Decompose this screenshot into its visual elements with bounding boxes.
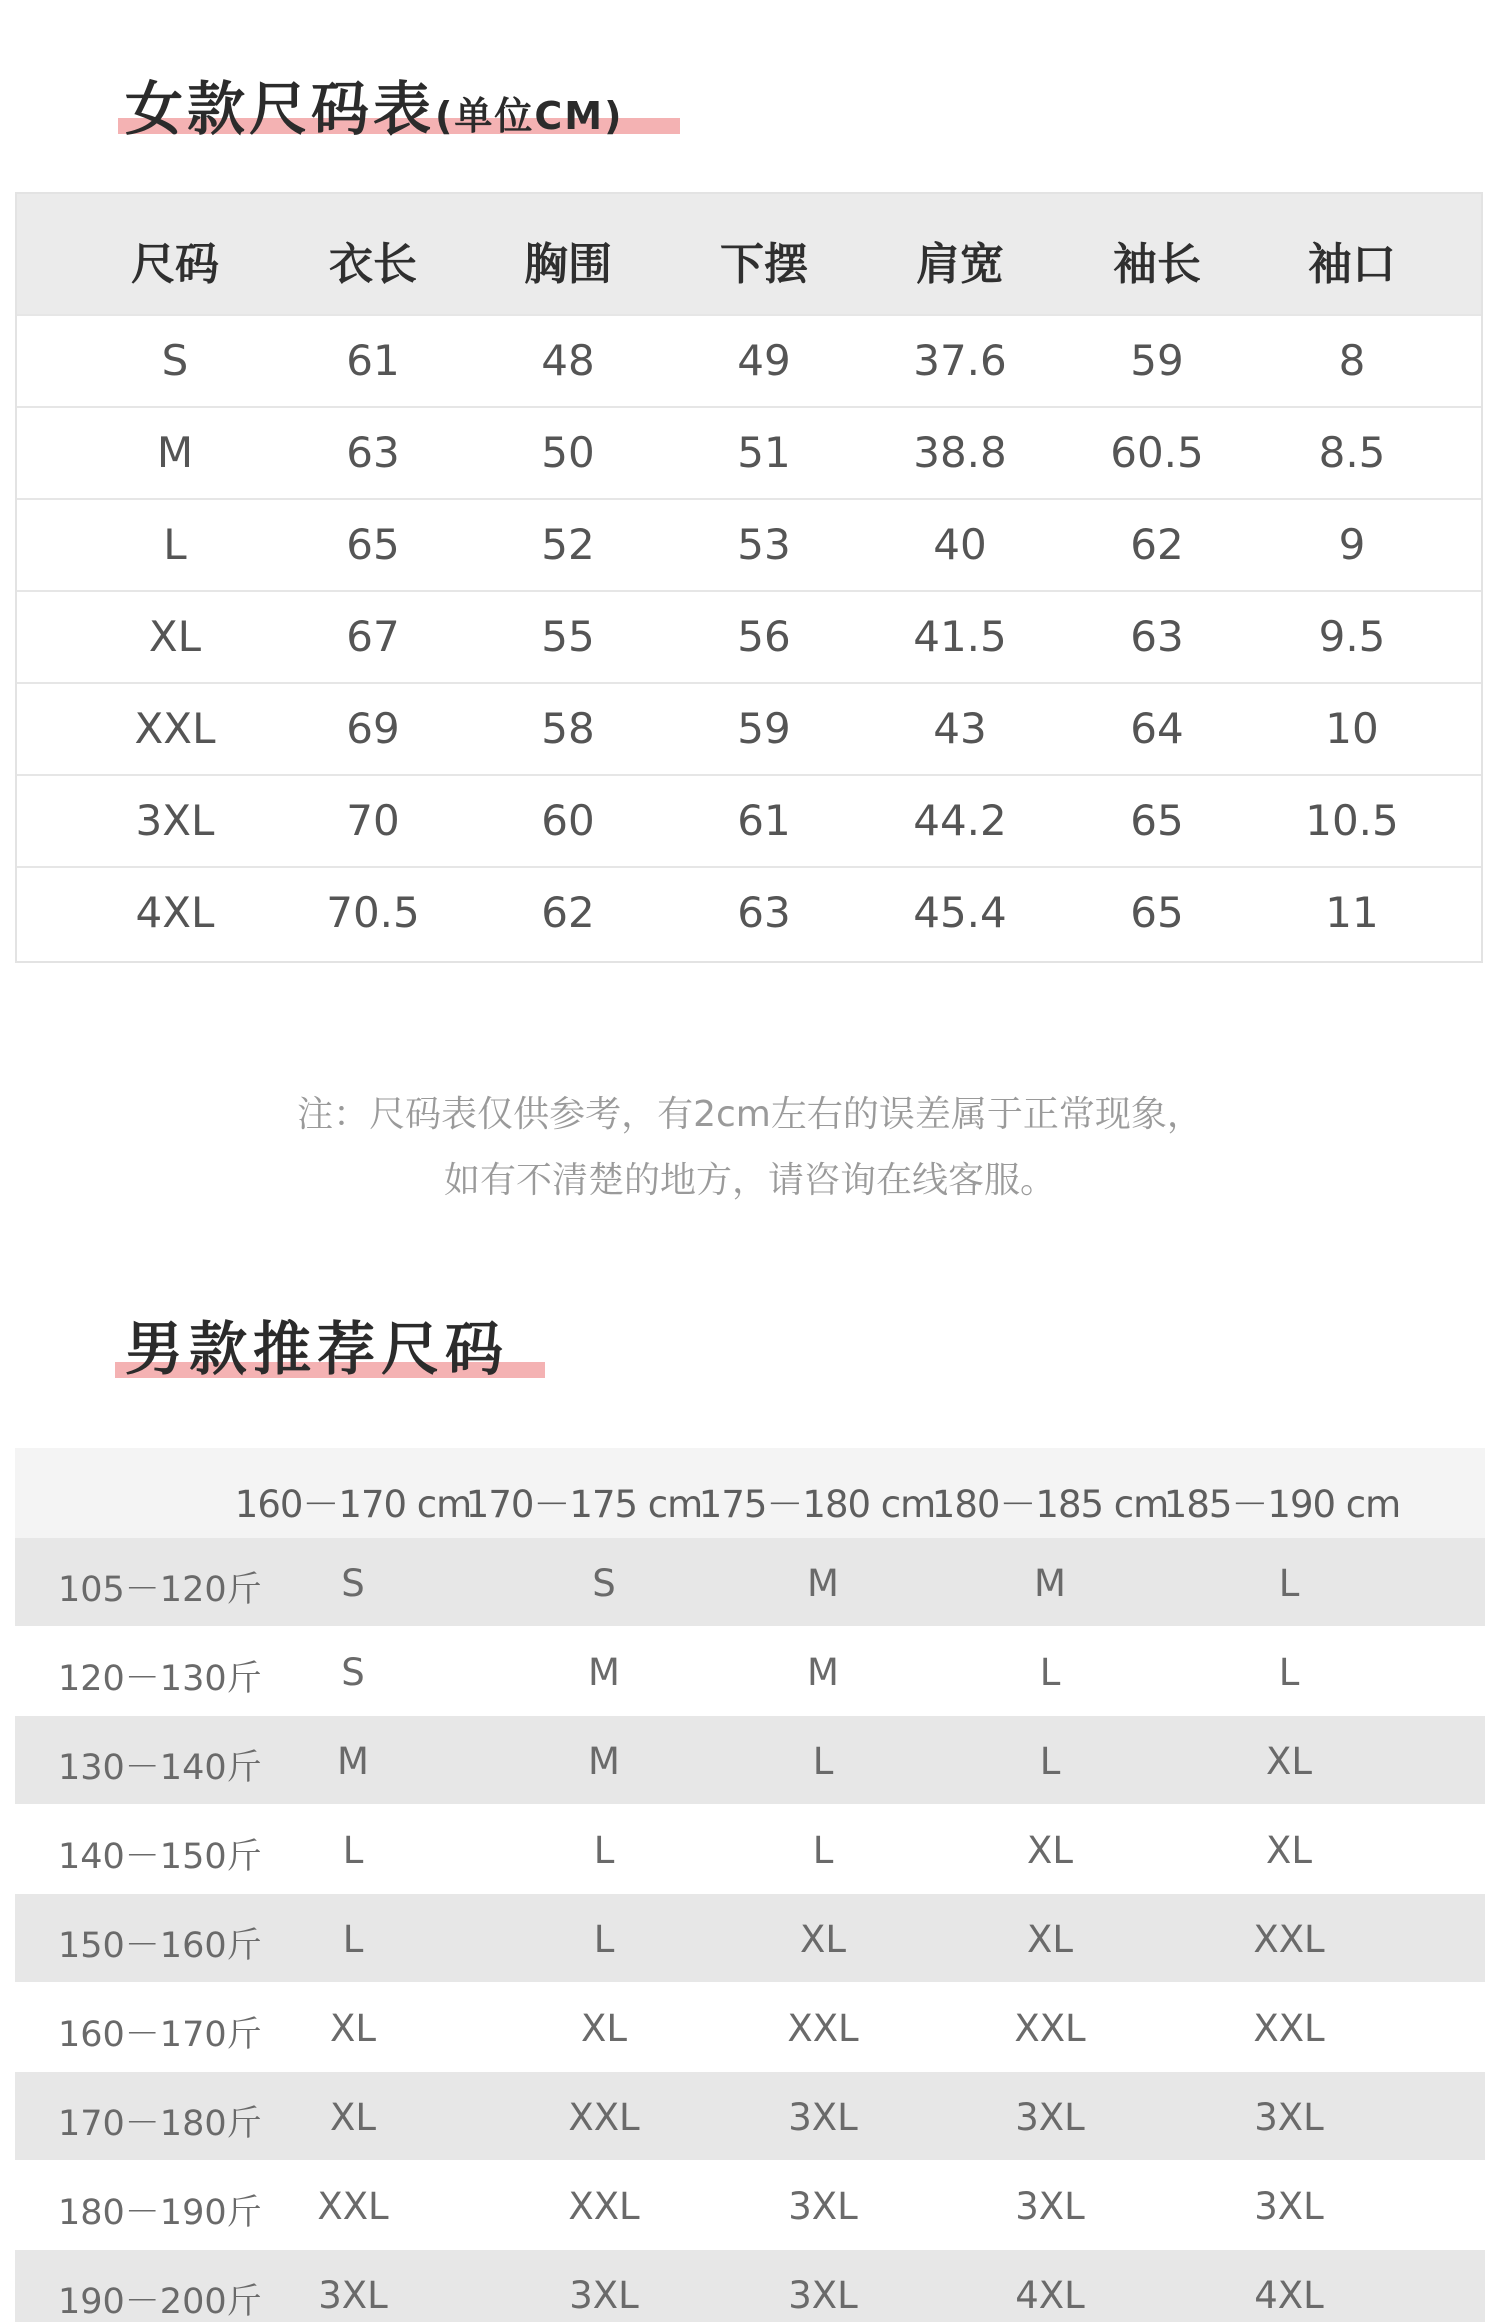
recommended-size: XXL (787, 2007, 859, 2050)
recommended-size: L (342, 1918, 364, 1961)
men-section-title: 男款推荐尺码 (125, 1315, 510, 1383)
table-row (15, 2250, 1485, 2322)
recommended-size: S (592, 1562, 616, 1605)
height-header: 180－185 cm (931, 1483, 1169, 1526)
recommended-size: XL (330, 2096, 376, 2139)
recommended-size: L (1278, 1562, 1300, 1605)
men-size-table (15, 1448, 1485, 2322)
cell-length: 63 (346, 428, 400, 477)
cell-length: 70.5 (326, 888, 420, 937)
recommended-size: 4XL (1254, 2274, 1324, 2317)
height-header: 170－175 cm (465, 1483, 703, 1526)
recommended-size: XXL (1253, 1918, 1325, 1961)
header-sleeve-length: 袖长 (1113, 239, 1201, 290)
cell-sleeve-length: 63 (1130, 612, 1184, 661)
cell-hem: 63 (737, 888, 791, 937)
header-length: 衣长 (329, 239, 417, 290)
recommended-size: L (1039, 1651, 1061, 1694)
recommended-size: M (807, 1562, 839, 1605)
recommended-size: XXL (568, 2096, 640, 2139)
cell-shoulder: 45.4 (913, 888, 1007, 937)
weight-label: 105－120斤 (58, 1570, 262, 1610)
recommended-size: S (341, 1562, 365, 1605)
cell-shoulder: 43 (933, 704, 987, 753)
cell-cuff: 8 (1338, 336, 1366, 385)
recommended-size: XL (330, 2007, 376, 2050)
table-row (15, 1538, 1485, 1626)
header-shoulder: 肩宽 (916, 239, 1004, 290)
cell-sleeve-length: 65 (1130, 796, 1184, 845)
recommended-size: 3XL (1254, 2096, 1324, 2139)
cell-hem: 53 (737, 520, 791, 569)
note-line-2: 如有不清楚的地方，请咨询在线客服。 (443, 1160, 1056, 1201)
cell-sleeve-length: 60.5 (1110, 428, 1204, 477)
cell-chest: 60 (541, 796, 595, 845)
cell-chest: 48 (541, 336, 595, 385)
cell-sleeve-length: 64 (1130, 704, 1184, 753)
cell-chest: 52 (541, 520, 595, 569)
recommended-size: 3XL (1015, 2096, 1085, 2139)
table-row (15, 2072, 1485, 2160)
recommended-size: XL (1027, 1918, 1073, 1961)
recommended-size: 4XL (1015, 2274, 1085, 2317)
recommended-size: 3XL (788, 2096, 858, 2139)
recommended-size: XL (581, 2007, 627, 2050)
men-table-header (15, 1448, 1485, 1538)
women-title-text: 女款尺码表 (125, 75, 436, 143)
cell-chest: 55 (541, 612, 595, 661)
weight-label: 150－160斤 (58, 1926, 262, 1966)
table-row (15, 1983, 1485, 2071)
cell-size: M (156, 428, 194, 477)
women-title-unit: (单位CM) (435, 94, 624, 138)
recommended-size: L (812, 1829, 834, 1872)
cell-shoulder: 44.2 (913, 796, 1007, 845)
cell-length: 69 (346, 704, 400, 753)
recommended-size: 3XL (788, 2185, 858, 2228)
header-hem: 下摆 (720, 239, 808, 290)
cell-chest: 58 (541, 704, 595, 753)
cell-length: 65 (346, 520, 400, 569)
cell-size: 3XL (135, 796, 215, 845)
recommended-size: 3XL (569, 2274, 639, 2317)
cell-size: XL (148, 612, 202, 661)
cell-length: 67 (346, 612, 400, 661)
cell-hem: 56 (737, 612, 791, 661)
weight-label: 180－190斤 (58, 2193, 262, 2233)
height-header: 160－170 cm (234, 1483, 472, 1526)
recommended-size: XL (1266, 1829, 1312, 1872)
recommended-size: M (1034, 1562, 1066, 1605)
recommended-size: 3XL (318, 2274, 388, 2317)
recommended-size: L (1039, 1740, 1061, 1783)
cell-size: S (161, 336, 189, 385)
cell-cuff: 11 (1325, 888, 1379, 937)
recommended-size: XL (1266, 1740, 1312, 1783)
cell-sleeve-length: 65 (1130, 888, 1184, 937)
recommended-size: M (588, 1651, 620, 1694)
note-line-1: 注：尺码表仅供参考，有2cm左右的误差属于正常现象， (297, 1094, 1203, 1135)
cell-hem: 51 (737, 428, 791, 477)
recommended-size: M (337, 1740, 369, 1783)
recommended-size: M (588, 1740, 620, 1783)
table-row (17, 774, 1481, 866)
table-row (17, 406, 1481, 498)
recommended-size: 3XL (1015, 2185, 1085, 2228)
recommended-size: M (807, 1651, 839, 1694)
cell-length: 70 (346, 796, 400, 845)
recommended-size: L (593, 1918, 615, 1961)
height-header: 175－180 cm (698, 1483, 936, 1526)
weight-label: 140－150斤 (58, 1837, 262, 1877)
recommended-size: L (342, 1829, 364, 1872)
recommended-size: XXL (1253, 2007, 1325, 2050)
table-row (15, 1627, 1485, 1715)
table-row (15, 1805, 1485, 1893)
recommended-size: 3XL (788, 2274, 858, 2317)
weight-label: 190－200斤 (58, 2282, 262, 2322)
women-section-title (125, 75, 624, 143)
cell-hem: 61 (737, 796, 791, 845)
table-row (17, 590, 1481, 682)
height-header: 185－190 cm (1163, 1483, 1401, 1526)
recommended-size: L (1278, 1651, 1300, 1694)
table-row (17, 866, 1481, 958)
cell-size: XXL (134, 704, 216, 753)
weight-label: 170－180斤 (58, 2104, 262, 2144)
recommended-size: L (593, 1829, 615, 1872)
table-row (17, 682, 1481, 774)
cell-hem: 49 (737, 336, 791, 385)
recommended-size: XXL (568, 2185, 640, 2228)
cell-chest: 62 (541, 888, 595, 937)
weight-label: 160－170斤 (58, 2015, 262, 2055)
recommended-size: S (341, 1651, 365, 1694)
recommended-size: XXL (317, 2185, 389, 2228)
table-row (17, 314, 1481, 406)
recommended-size: L (812, 1740, 834, 1783)
cell-shoulder: 40 (933, 520, 987, 569)
recommended-size: XL (800, 1918, 846, 1961)
cell-cuff: 10 (1325, 704, 1379, 753)
weight-label: 130－140斤 (58, 1748, 262, 1788)
cell-size: L (163, 520, 187, 569)
cell-sleeve-length: 59 (1130, 336, 1184, 385)
recommended-size: XL (1027, 1829, 1073, 1872)
women-table-header (17, 194, 1481, 314)
cell-cuff: 9.5 (1318, 612, 1386, 661)
cell-hem: 59 (737, 704, 791, 753)
table-row (15, 2161, 1485, 2249)
weight-label: 120－130斤 (58, 1659, 262, 1699)
cell-shoulder: 41.5 (913, 612, 1007, 661)
cell-length: 61 (346, 336, 400, 385)
cell-shoulder: 37.6 (913, 336, 1007, 385)
cell-cuff: 8.5 (1318, 428, 1386, 477)
cell-cuff: 10.5 (1305, 796, 1399, 845)
recommended-size: XXL (1014, 2007, 1086, 2050)
table-row (15, 1894, 1485, 1982)
cell-size: 4XL (135, 888, 215, 937)
table-row (15, 1716, 1485, 1804)
cell-cuff: 9 (1338, 520, 1366, 569)
cell-shoulder: 38.8 (913, 428, 1007, 477)
header-chest: 胸围 (524, 239, 612, 290)
header-size: 尺码 (131, 239, 219, 290)
recommended-size: 3XL (1254, 2185, 1324, 2228)
cell-sleeve-length: 62 (1130, 520, 1184, 569)
cell-chest: 50 (541, 428, 595, 477)
table-row (17, 498, 1481, 590)
women-size-table (15, 192, 1483, 963)
header-cuff: 袖口 (1308, 239, 1396, 290)
